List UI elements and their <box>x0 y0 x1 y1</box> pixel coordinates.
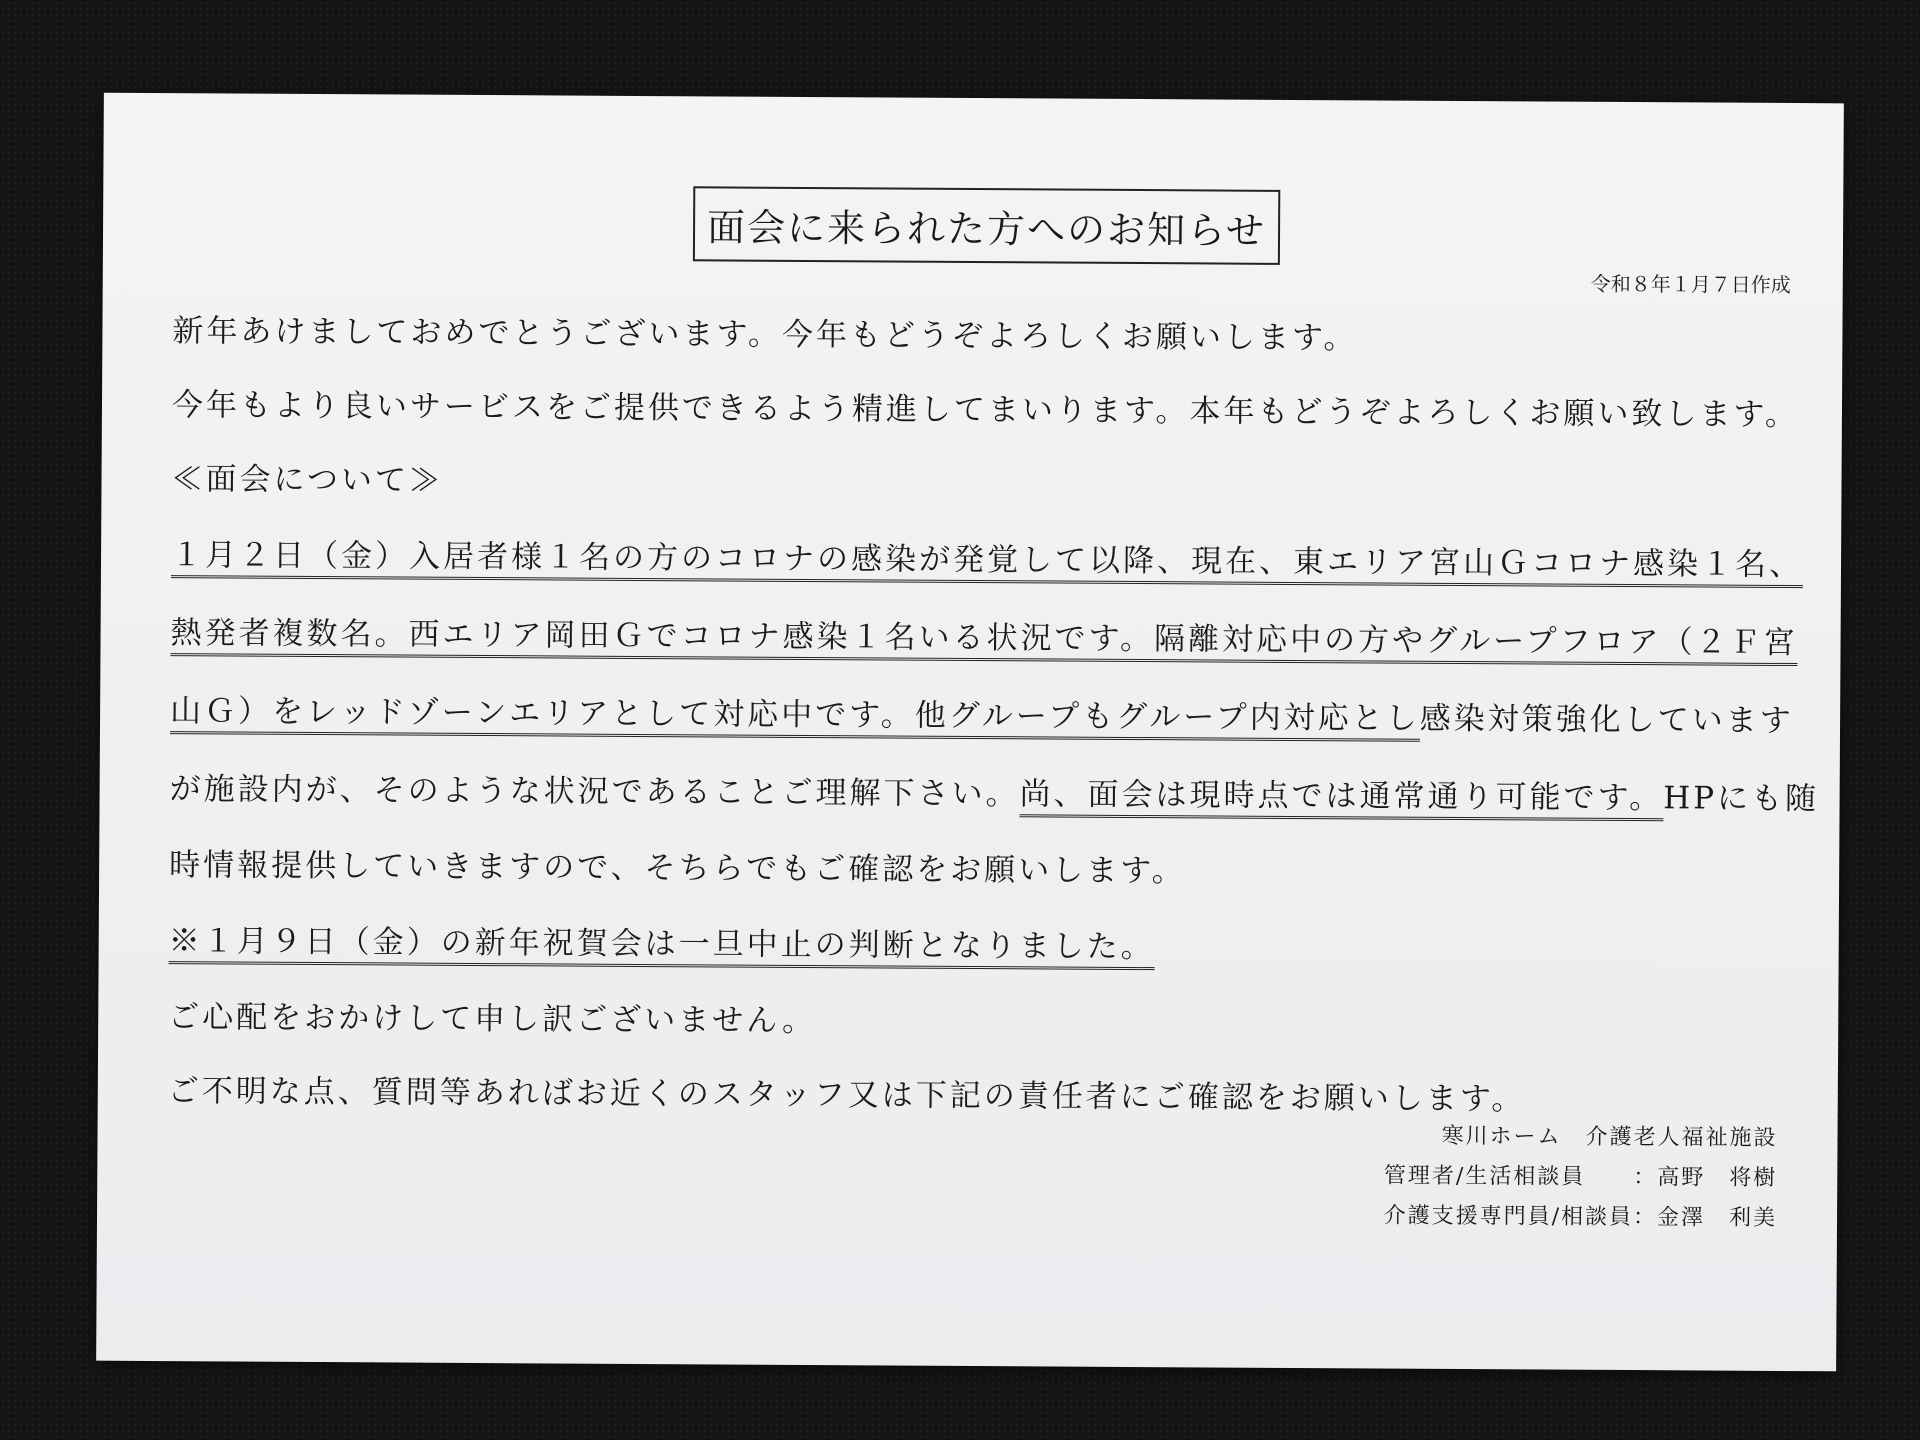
plain-text: HPにも随 <box>1663 780 1820 818</box>
underlined-text: 熱発者複数名。西エリア岡田Ｇでコロナ感染１名いる状況です。隔離対応中の方やグループフロア（２Ｆ宮 <box>170 615 1797 666</box>
notice-paper <box>96 93 1844 1372</box>
apology-line: ご心配をおかけして申し訳ございません。 <box>168 999 817 1040</box>
signature-care-manager: 介護支援専門員/相談員：金澤 利美 <box>1383 1203 1778 1231</box>
contact-line: ご不明な点、質問等あればお近くのスタッフ又は下記の責任者にご確認をお願いします。 <box>167 1073 1526 1118</box>
notice-title: 面会に来られた方へのお知らせ <box>706 205 1267 253</box>
plain-text: が施設内が、そのような状況であることご理解下さい。 <box>169 771 1020 813</box>
underlined-text: １月２日（金）入居者様１名の方のコロナの感染が発覚して以降、現在、東エリア宮山Ｇコロナ感染１名、 <box>171 537 1803 588</box>
underlined-text: 尚、面会は現時点では通常通り可能です。 <box>1019 776 1663 821</box>
paragraph-line-2 <box>170 607 1797 662</box>
plain-text: 感染対策強化しています <box>1419 700 1794 740</box>
notice-title-box <box>693 186 1280 265</box>
signature-facility: 寒川ホーム 介護老人福祉施設 <box>1441 1123 1778 1151</box>
signature-manager: 管理者/生活相談員 ：高野 将樹 <box>1383 1163 1778 1191</box>
section-heading: ≪面会について≫ <box>171 461 444 499</box>
cancel-note-line <box>169 915 1155 966</box>
greeting-line-1: 新年あけましておめでとうございます。今年もどうぞよろしくお願いします。 <box>172 313 1358 357</box>
greeting-line-2: 今年もより良いサービスをご提供できるよう精進してまいります。本年もどうぞよろしくお願い致します。 <box>171 387 1800 434</box>
paragraph-line-5: 時情報提供していきますので、そちらでもご確認をお願いします。 <box>169 847 1186 890</box>
paragraph-line-3 <box>170 685 1794 740</box>
underlined-text: 山Ｇ）をレッドゾーンエリアとして対応中です。他グループもグループ内対応とし <box>170 693 1420 742</box>
paragraph-line-4 <box>170 763 1820 818</box>
created-date: 令和８年１月７日作成 <box>1590 271 1791 298</box>
paragraph-line-1 <box>171 529 1803 584</box>
cancel-note: ※１月９日（金）の新年祝賀会は一旦中止の判断となりました。 <box>169 923 1155 970</box>
